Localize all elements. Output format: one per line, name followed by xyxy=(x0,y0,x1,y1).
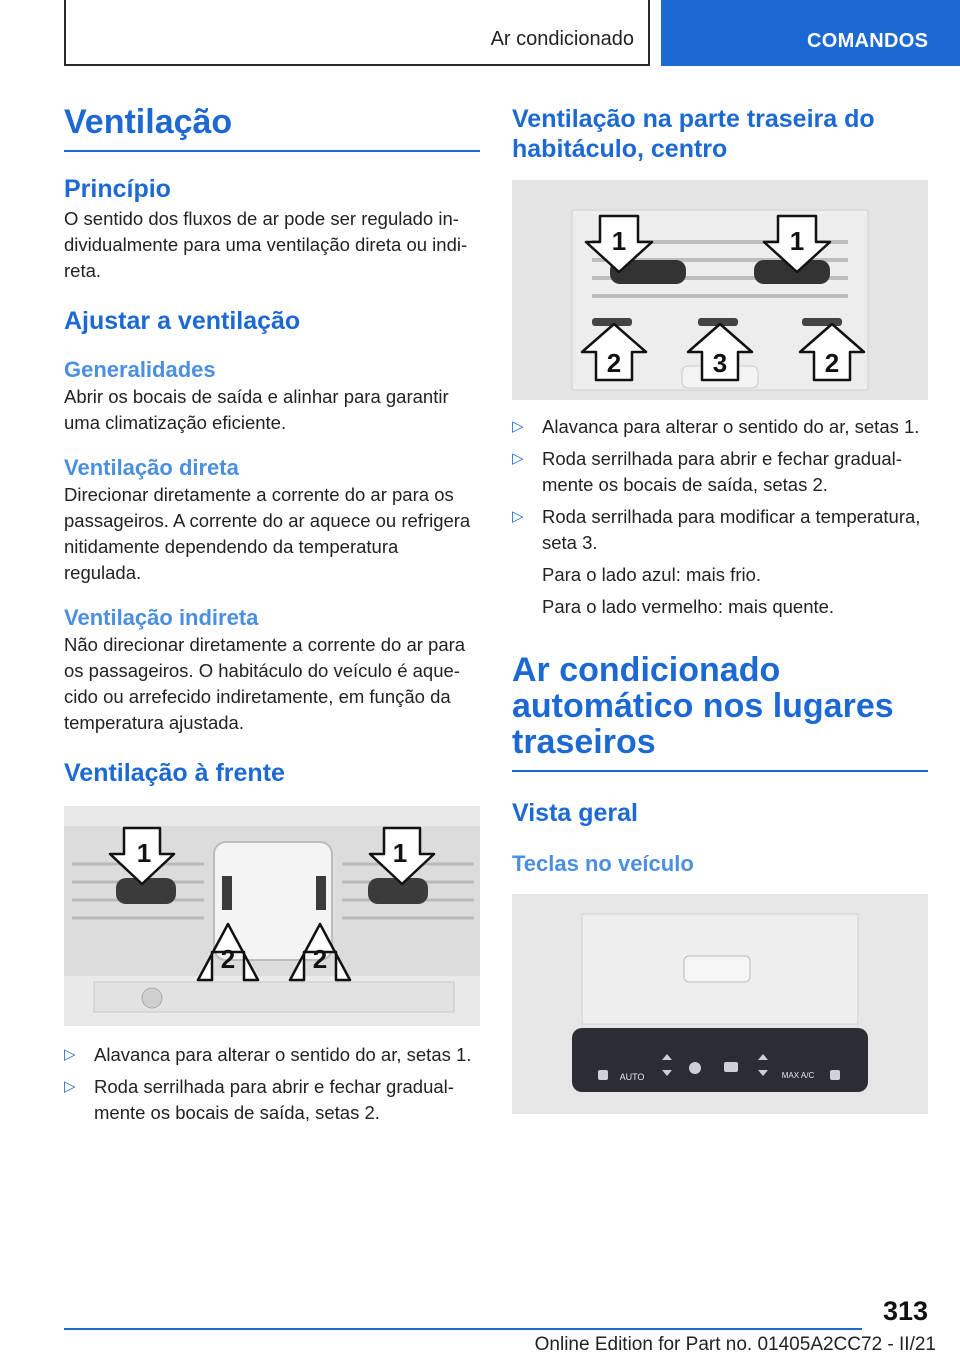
sub-text-red: Para o lado vermelho: mais quente. xyxy=(542,596,835,617)
principle-text: O sentido dos fluxos de ar pode ser regulado individualmente para uma ventilação direta ou indireta. xyxy=(64,208,468,281)
list-item xyxy=(512,446,928,498)
right-column xyxy=(512,100,928,1114)
front-arrow-label: 2 xyxy=(220,944,236,974)
triangle-bullet-icon: ▷ xyxy=(64,1078,76,1095)
keys-heading: Teclas no veículo xyxy=(512,851,694,876)
triangle-bullet-icon: ▷ xyxy=(512,508,524,525)
list-item xyxy=(512,504,928,620)
bullet-text: Roda serrilhada para abrir e fechar gradualmente os bocais de saída, setas 2. xyxy=(94,1076,454,1123)
triangle-bullet-icon: ▷ xyxy=(512,450,524,467)
list-item xyxy=(512,414,928,440)
front-vents-illustration xyxy=(64,806,480,1026)
triangle-bullet-icon: ▷ xyxy=(512,418,524,435)
rear-control-panel-figure xyxy=(512,894,928,1114)
front-arrow-label: 1 xyxy=(136,838,152,868)
front-bullet-list xyxy=(64,1042,480,1126)
header-chapter-label: COMANDOS xyxy=(807,30,929,52)
list-item xyxy=(64,1042,480,1068)
left-column xyxy=(64,100,480,1132)
front-vents-figure xyxy=(64,806,480,1026)
rear-arrow-label: 3 xyxy=(712,348,728,378)
adjust-heading: Ajustar a ventilação xyxy=(64,307,301,335)
rear-arrow-label: 2 xyxy=(824,348,840,378)
bullet-text: Alavanca para alterar o sentido do ar, setas 1. xyxy=(94,1044,472,1065)
triangle-bullet-icon: ▷ xyxy=(64,1046,76,1063)
auto-button-label: AUTO xyxy=(619,1072,645,1082)
front-arrow-label: 2 xyxy=(312,944,328,974)
footer-rule xyxy=(64,1328,862,1330)
page-number: 313 xyxy=(882,1296,928,1326)
general-text: Abrir os bocais de saída e alinhar para garantir uma climatização eficiente. xyxy=(64,386,449,433)
sub-text-blue: Para o lado azul: mais frio. xyxy=(542,564,762,585)
rear-control-panel-illustration xyxy=(512,894,928,1114)
rear-arrow-label: 2 xyxy=(606,348,622,378)
rear-vents-illustration xyxy=(512,180,928,400)
header-chapter-tab[interactable] xyxy=(661,0,960,66)
bullet-text: Alavanca para alterar o sentido do ar, setas 1. xyxy=(542,416,920,437)
indirect-text: Não direcionar diretamente a corrente do ar para os passageiros. O habitáculo do veículo é aquecido ou arrefecido indiretamente, em função da temperatura ajustada. xyxy=(64,634,466,733)
front-heading: Ventilação à frente xyxy=(64,759,285,787)
rear-vents-figure xyxy=(512,180,928,400)
auto-climate-rule xyxy=(512,770,928,772)
direct-heading: Ventilação direta xyxy=(64,455,239,480)
ventilation-title: Ventilação xyxy=(64,103,233,141)
general-heading: Generalidades xyxy=(64,357,216,382)
overview-heading: Vista geral xyxy=(512,799,639,827)
max-ac-button-label: MAX A/C xyxy=(781,1071,815,1080)
principle-heading: Princípio xyxy=(64,175,171,203)
indirect-heading: Ventilação indireta xyxy=(64,605,259,630)
footer-edition: Online Edition for Part no. 01405A2CC72 - II/21 xyxy=(534,1334,936,1355)
header-section-box xyxy=(64,0,650,66)
rear-ventilation-heading: Ventilação na parte traseira do habitáculo, centro xyxy=(512,105,875,163)
list-item xyxy=(64,1074,480,1126)
front-arrow-label: 1 xyxy=(392,838,408,868)
auto-climate-title: Ar condicionado automático nos lugares traseiros xyxy=(512,651,894,761)
bullet-text: Roda serrilhada para abrir e fechar gradualmente os bocais de saída, setas 2. xyxy=(542,448,902,495)
direct-text: Direcionar diretamente a corrente do ar para os passageiros. A corrente do ar aquece ou refrigera nitidamente dependendo da temperatura regulada. xyxy=(64,484,471,583)
rear-arrow-label: 1 xyxy=(611,226,627,256)
rear-bullet-list xyxy=(512,414,928,620)
header-section-title: Ar condicionado xyxy=(490,28,634,50)
rear-arrow-label: 1 xyxy=(789,226,805,256)
title-rule xyxy=(64,150,480,152)
bullet-text: Roda serrilhada para modificar a temperatura, seta 3. xyxy=(542,506,921,553)
